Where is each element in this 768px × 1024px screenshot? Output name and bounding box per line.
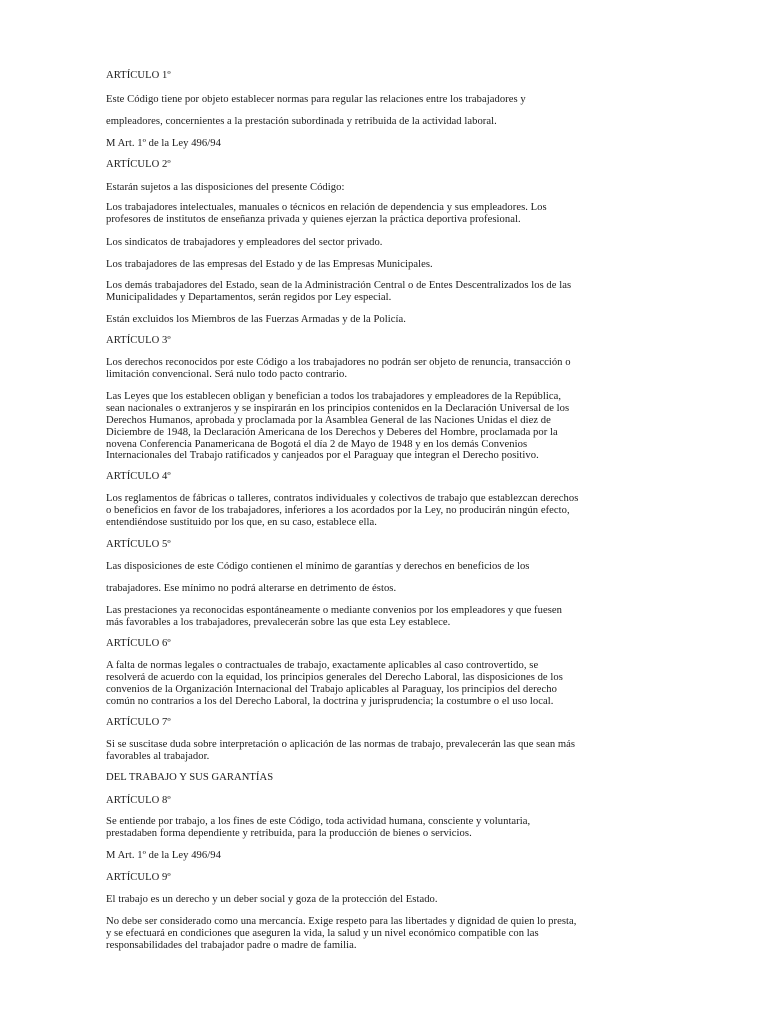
paragraph-art2-intelectuales-line-1: Los trabajadores intelectuales, manuales o técnicos en relación de dependencia y sus empleadores. Los bbox=[106, 202, 547, 213]
paragraph-art2-excluidos: Están excluidos los Miembros de las Fuerzas Armadas y de la Policía. bbox=[106, 314, 406, 325]
paragraph-art4-reglamentos-line-1: Los reglamentos de fábricas o talleres, contratos individuales y colectivos de trabajo que establezcan derechos bbox=[106, 493, 579, 504]
paragraph-art1-objeto: Este Código tiene por objeto establecer normas para regular las relaciones entre los trabajadores y bbox=[106, 94, 526, 105]
paragraph-art9-mercancia-line-2: y se efectuará en condiciones que aseguren la vida, la salud y un nivel económico compatible con las bbox=[106, 928, 539, 939]
paragraph-art9-derecho: El trabajo es un derecho y un deber social y goza de la protección del Estado. bbox=[106, 894, 438, 905]
paragraph-art2-demas-line-1: Los demás trabajadores del Estado, sean de la Administración Central o de Entes Descentralizados los de las bbox=[106, 280, 572, 291]
paragraph-art6-falta-normas-line-1: A falta de normas legales o contractuales de trabajo, exactamente aplicables al caso controvertido, se bbox=[106, 660, 539, 671]
paragraph-art5-prestaciones-line-2: más favorables a los trabajadores, prevalecerán sobre las que esta Ley establece. bbox=[106, 617, 451, 628]
paragraph-art3-leyes-line-3: Derechos Humanos, aprobada y proclamada por la Asamblea General de las Naciones Unidas el diez de bbox=[106, 415, 551, 426]
heading-articulo-8: ARTÍCULO 8º bbox=[106, 795, 171, 806]
heading-articulo-6: ARTÍCULO 6º bbox=[106, 638, 171, 649]
paragraph-art3-leyes-line-6: Internacionales del Trabajo ratificados y canjeados por el Paraguay que integran el Derecho positivo. bbox=[106, 450, 539, 461]
paragraph-art2-empresas-estado: Los trabajadores de las empresas del Estado y de las Empresas Municipales. bbox=[106, 259, 433, 270]
paragraph-art1-objeto-cont: empleadores, concernientes a la prestación subordinada y retribuida de la actividad laboral. bbox=[106, 116, 497, 127]
paragraph-art9-mercancia-line-3: responsabilidades del trabajador padre o madre de familia. bbox=[106, 940, 357, 951]
note-art1-modificacion: M Art. 1º de la Ley 496/94 bbox=[106, 138, 221, 149]
paragraph-art7-duda-line-1: Si se suscitase duda sobre interpretación o aplicación de las normas de trabajo, prevalecerán las que sean más bbox=[106, 739, 576, 750]
paragraph-art7-duda-line-2: favorables al trabajador. bbox=[106, 751, 210, 762]
heading-articulo-9: ARTÍCULO 9º bbox=[106, 872, 171, 883]
paragraph-art2-demas-line-2: Municipalidades y Departamentos, serán regidos por Ley especial. bbox=[106, 292, 392, 303]
paragraph-art4-reglamentos-line-3: entendiéndose sustituido por los que, en su caso, establece ella. bbox=[106, 517, 377, 528]
paragraph-art6-falta-normas-line-2: resolverá de acuerdo con la equidad, los principios generales del Derecho Laboral, las disposiciones de los bbox=[106, 672, 563, 683]
heading-articulo-2: ARTÍCULO 2º bbox=[106, 159, 171, 170]
heading-articulo-1: ARTÍCULO 1º bbox=[106, 70, 171, 81]
paragraph-art3-leyes-line-4: Diciembre de 1948, la Declaración Americana de los Derechos y Deberes del Hombre, proclamada por la bbox=[106, 427, 558, 438]
paragraph-art9-mercancia-line-1: No debe ser considerado como una mercancía. Exige respeto para las libertades y dignidad de quien lo presta, bbox=[106, 916, 577, 927]
section-heading-trabajo-garantias: DEL TRABAJO Y SUS GARANTÍAS bbox=[106, 772, 274, 783]
paragraph-art8-trabajo-line-1: Se entiende por trabajo, a los fines de este Código, toda actividad humana, consciente y voluntaria, bbox=[106, 816, 531, 827]
paragraph-art5-disposiciones: Las disposiciones de este Código contienen el mínimo de garantías y derechos en beneficios de los bbox=[106, 561, 530, 572]
paragraph-art4-reglamentos-line-2: o beneficios en favor de los trabajadores, inferiores a los acordados por la Ley, no producirán ningún efecto, bbox=[106, 505, 570, 516]
heading-articulo-3: ARTÍCULO 3º bbox=[106, 335, 171, 346]
paragraph-art3-leyes-line-5: novena Conferencia Panamericana de Bogotá el día 2 de Mayo de 1948 y en los demás Convenios bbox=[106, 439, 528, 450]
paragraph-art5-prestaciones-line-1: Las prestaciones ya reconocidas espontáneamente o mediante convenios por los empleadores y que fuesen bbox=[106, 605, 563, 616]
note-art8-modificacion: M Art. 1º de la Ley 496/94 bbox=[106, 850, 221, 861]
paragraph-art6-falta-normas-line-4: común no contrarios a los del Derecho Laboral, la doctrina y jurisprudencia; la costumbre o el uso local. bbox=[106, 696, 554, 707]
paragraph-art3-derechos-line-2: limitación convencional. Será nulo todo pacto contrario. bbox=[106, 369, 348, 380]
paragraph-art8-trabajo-line-2: prestadaben forma dependiente y retribuida, para la producción de bienes o servicios. bbox=[106, 828, 472, 839]
heading-articulo-4: ARTÍCULO 4º bbox=[106, 471, 171, 482]
paragraph-art5-disposiciones-cont: trabajadores. Ese mínimo no podrá alterarse en detrimento de éstos. bbox=[106, 583, 397, 594]
paragraph-art3-leyes-line-1: Las Leyes que los establecen obligan y benefician a todos los trabajadores y empleadores de la República, bbox=[106, 391, 562, 402]
paragraph-art2-sindicatos: Los sindicatos de trabajadores y empleadores del sector privado. bbox=[106, 237, 383, 248]
heading-articulo-5: ARTÍCULO 5º bbox=[106, 539, 171, 550]
paragraph-art3-derechos-line-1: Los derechos reconocidos por este Código a los trabajadores no podrán ser objeto de renuncia, transacción o bbox=[106, 357, 571, 368]
paragraph-art6-falta-normas-line-3: convenios de la Organización Internacional del Trabajo aplicables al Paraguay, los principios del derecho bbox=[106, 684, 557, 695]
paragraph-art3-leyes-line-2: sean nacionales o extranjeros y se inspirarán en los principios contenidos en la Declaración Universal de los bbox=[106, 403, 570, 414]
paragraph-art2-sujetos: Estarán sujetos a las disposiciones del presente Código: bbox=[106, 182, 345, 193]
paragraph-art2-intelectuales-line-2: profesores de institutos de enseñanza privada y quienes ejerzan la práctica deportiva profesional. bbox=[106, 214, 521, 225]
heading-articulo-7: ARTÍCULO 7º bbox=[106, 717, 171, 728]
